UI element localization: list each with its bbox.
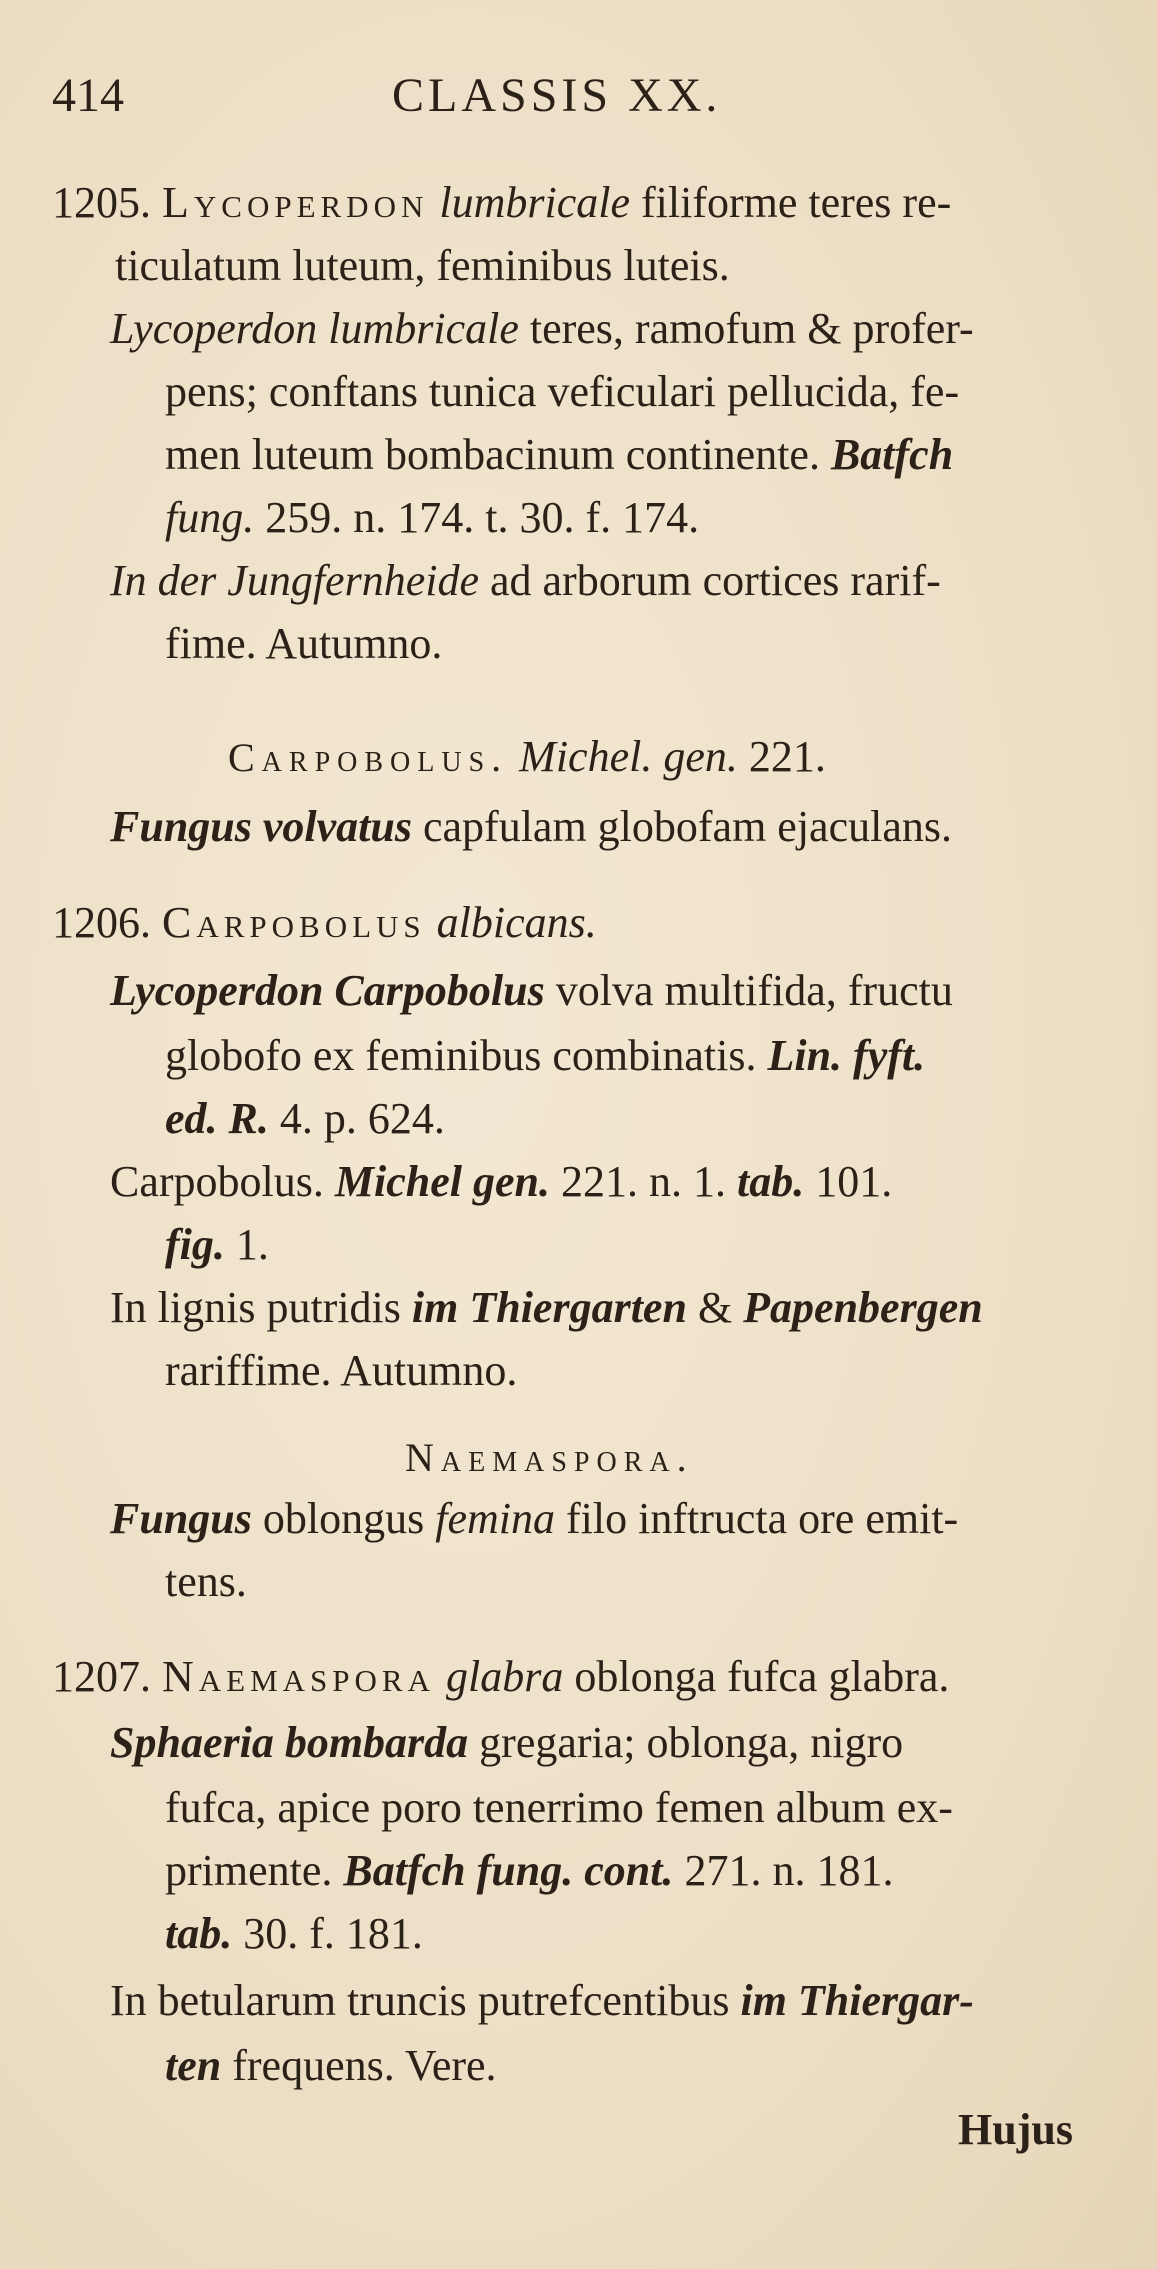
entry-1206-line-2 <box>110 965 953 1017</box>
synonym-text: Carpobolus. <box>110 1157 335 1206</box>
entry-1207-line-7 <box>165 2040 497 2092</box>
species-epithet: glabra <box>445 1652 564 1701</box>
entry-1206-line-6 <box>165 1219 269 1271</box>
reference-text: 221. <box>737 732 826 781</box>
reference: tab. <box>737 1157 805 1206</box>
entry-1207-line-5 <box>165 1908 423 1960</box>
entry-1205-line-4: pens; conftans tunica veficulari pellucida, fe- <box>165 367 960 416</box>
reference: Michel. gen. <box>519 732 738 781</box>
genus-heading-carpobolus <box>228 731 826 784</box>
entry-1205-line-2: ticulatum luteum, feminibus luteis. <box>115 241 730 290</box>
synonym-text: gregaria; oblonga, nigro <box>468 1718 904 1767</box>
definition-term: Fungus <box>110 1494 252 1543</box>
entry-1206-line-5 <box>110 1156 892 1208</box>
genus-name: Lycoperdon <box>162 178 429 227</box>
entry-1207-line-2 <box>110 1717 903 1769</box>
entry-1206-line-3 <box>165 1030 925 1082</box>
page-number: 414 <box>52 69 124 122</box>
entry-1206-line-1 <box>52 897 597 949</box>
entry-number: 1206. <box>52 898 151 947</box>
reference: Batfch <box>830 430 954 479</box>
genus-definition-naemaspora-1 <box>110 1493 958 1545</box>
genus-definition-naemaspora-2: tens. <box>165 1557 247 1606</box>
reference-text: 101. <box>804 1157 893 1206</box>
genus-heading-naemaspora <box>405 1431 694 1484</box>
synonym: Lycoperdon Carpobolus <box>110 966 545 1015</box>
synonym-text: men luteum bombacinum continente. <box>165 430 831 479</box>
locality: ten <box>165 2041 222 2090</box>
reference-text: 4. p. 624. <box>268 1094 445 1143</box>
reference: fung. <box>165 493 255 542</box>
synonym-text: globofo ex feminibus combinatis. <box>165 1031 768 1080</box>
reference: Michel gen. <box>334 1157 550 1206</box>
synonym: Sphaeria bombarda <box>110 1718 469 1767</box>
reference-text: 1. <box>224 1220 269 1269</box>
entry-1205-line-7 <box>110 555 941 607</box>
genus-name: Naemaspora <box>162 1652 435 1701</box>
entry-number: 1207. <box>52 1652 151 1701</box>
genus-name: Carpobolus <box>162 898 426 947</box>
habitat-text: In betularum truncis putrefcentibus <box>110 1976 741 2025</box>
entry-1206-line-7 <box>110 1282 983 1334</box>
synonym-text: volva multifida, fructu <box>544 966 953 1015</box>
species-epithet: lumbricale <box>439 178 630 227</box>
reference: fig. <box>165 1220 225 1269</box>
synonym: Lycoperdon lumbricale <box>110 304 519 353</box>
synonym-text: primente. <box>165 1846 344 1895</box>
entry-1205-line-3 <box>110 303 974 355</box>
definition-text: capfulam globofam ejaculans. <box>411 802 952 851</box>
locality: In der Jungfernheide <box>110 556 479 605</box>
entry-number: 1205. <box>52 178 151 227</box>
locality: Papenbergen <box>743 1283 983 1332</box>
genus-definition-carpobolus <box>110 801 952 853</box>
entry-1205-line-6 <box>165 492 699 544</box>
habitat-text: In lignis putridis <box>110 1283 412 1332</box>
definition-text: filo inftructa ore emit- <box>555 1494 959 1543</box>
species-epithet: albicans. <box>436 898 597 947</box>
definition-term: femina <box>435 1494 556 1543</box>
locality: im Thiergarten <box>411 1283 687 1332</box>
reference-text: 271. n. 181. <box>673 1846 894 1895</box>
diagnosis: filiforme teres re- <box>629 178 952 227</box>
synonym-text: teres, ramofum & profer- <box>518 304 974 353</box>
reference-text: 30. f. 181. <box>232 1909 423 1958</box>
definition-text: oblongus <box>251 1494 436 1543</box>
habitat-text: & <box>686 1283 744 1332</box>
entry-1207-line-1 <box>52 1651 949 1703</box>
page-title: CLASSIS XX. <box>392 69 722 122</box>
entry-1206-line-8: rariffime. Autumno. <box>165 1346 518 1395</box>
reference: Batfch fung. cont. <box>343 1846 674 1895</box>
entry-1205-line-1 <box>52 177 951 229</box>
genus-name: Carpobolus. <box>228 735 509 780</box>
entry-1205-line-8: fime. Autumno. <box>165 619 443 668</box>
entry-1205-line-5 <box>165 429 953 481</box>
reference-text: 259. n. 174. t. 30. f. 174. <box>254 493 700 542</box>
genus-name: Naemaspora. <box>405 1435 694 1480</box>
habitat-text: ad arborum cortices rarif- <box>479 556 941 605</box>
reference-text: 221. n. 1. <box>550 1157 737 1206</box>
entry-1206-line-4 <box>165 1093 445 1145</box>
reference: Lin. fyft. <box>767 1031 926 1080</box>
reference: tab. <box>165 1909 233 1958</box>
reference: ed. R. <box>165 1094 269 1143</box>
definition-term: Fungus volvatus <box>110 802 412 851</box>
entry-1207-line-6 <box>110 1975 974 2027</box>
habitat-text: frequens. Vere. <box>221 2041 497 2090</box>
entry-1207-line-3: fufca, apice poro tenerrimo femen album ex- <box>165 1783 953 1832</box>
locality: im Thiergar- <box>740 1976 974 2025</box>
entry-1207-line-4 <box>165 1845 893 1897</box>
catchword: Hujus <box>958 2105 1073 2154</box>
diagnosis: oblonga fufca glabra. <box>563 1652 950 1701</box>
